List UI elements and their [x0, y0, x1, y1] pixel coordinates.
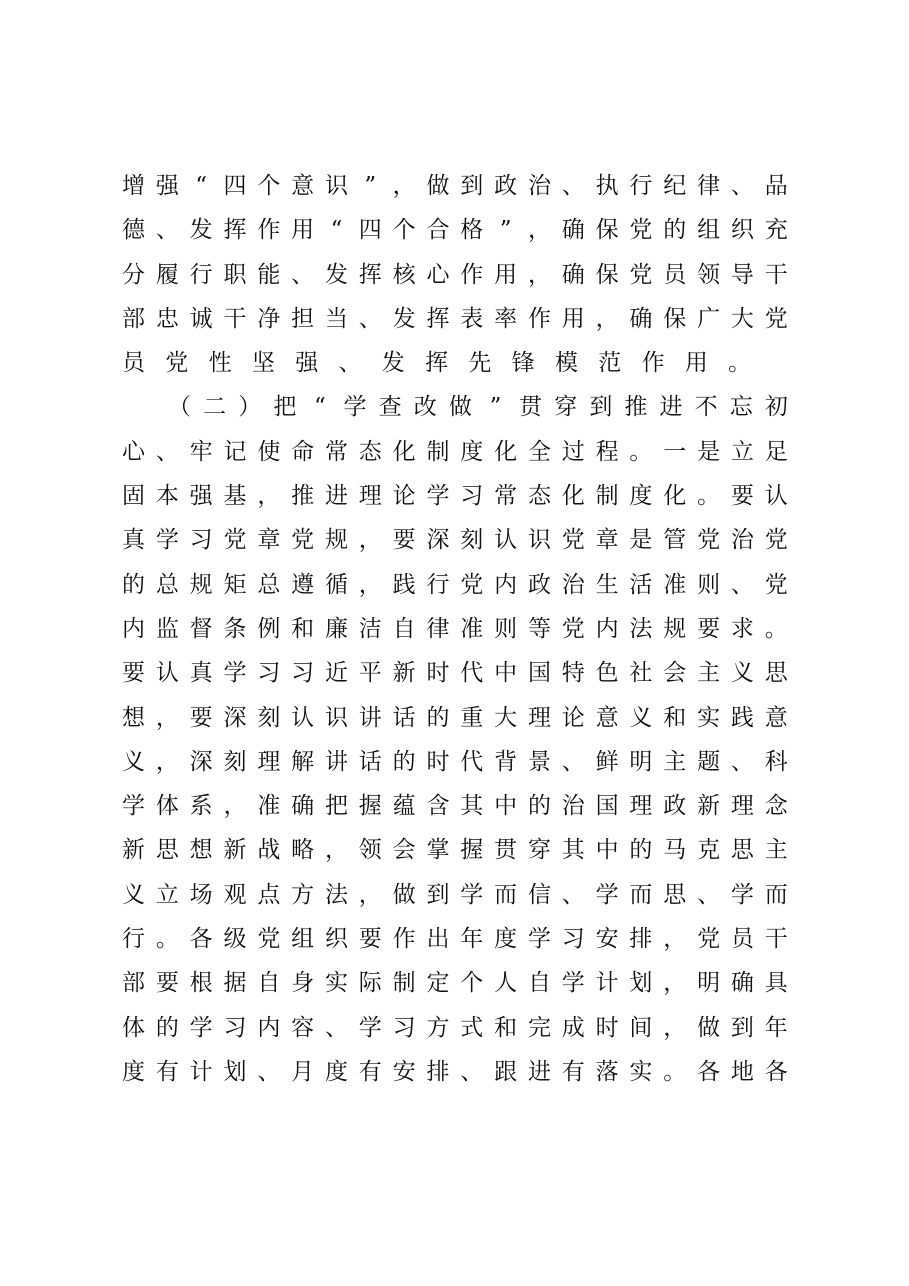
text-line: 固 本 强 基 ， 推 进 理 论 学 习 常 态 化 制 度 化 。 要 认 — [122, 483, 788, 510]
text-line: 员 党 性 坚 强 、 发 挥 先 锋 模 范 作 用 。 — [122, 350, 752, 377]
text-line: 的 总 规 矩 总 遵 循 ， 践 行 党 内 政 治 生 活 准 则 、 党 — [122, 571, 788, 598]
text-line: 度 有 计 划 、 月 度 有 安 排 、 跟 进 有 落 实 。 各 地 各 — [122, 1058, 788, 1085]
text-line: 体 的 学 习 内 容 、 学 习 方 式 和 完 成 时 间 ， 做 到 年 — [122, 1014, 788, 1041]
text-line: 部 要 根 据 自 身 实 际 制 定 个 人 自 学 计 划 ， 明 确 具 — [122, 970, 788, 997]
text-line: 义 ， 深 刻 理 解 讲 话 的 时 代 背 景 、 鲜 明 主 题 、 科 — [122, 748, 788, 775]
text-line: 心 、 牢 记 使 命 常 态 化 制 度 化 全 过 程 。 一 是 立 足 — [122, 438, 788, 465]
text-line: 部 忠 诚 干 净 担 当 、 发 挥 表 率 作 用 ， 确 保 广 大 党 — [122, 305, 788, 332]
body-text — [122, 164, 788, 1094]
text-line: 分 履 行 职 能 、 发 挥 核 心 作 用 ， 确 保 党 员 领 导 干 — [122, 261, 788, 288]
text-line: 要 认 真 学 习 习 近 平 新 时 代 中 国 特 色 社 会 主 义 思 — [122, 660, 788, 687]
text-line: 义 立 场 观 点 方 法 ， 做 到 学 而 信 、 学 而 思 、 学 而 — [122, 881, 788, 908]
text-line: 新 思 想 新 战 略 ， 领 会 掌 握 贯 穿 其 中 的 马 克 思 主 — [122, 837, 788, 864]
text-line: 真 学 习 党 章 党 规 ， 要 深 刻 认 识 党 章 是 管 党 治 党 — [122, 527, 788, 554]
text-line: 德 、 发 挥 作 用 “ 四 个 合 格 ” ， 确 保 党 的 组 织 充 — [122, 217, 788, 244]
text-line: 想 ， 要 深 刻 认 识 讲 话 的 重 大 理 论 意 义 和 实 践 意 — [122, 704, 788, 731]
text-line: 内 监 督 条 例 和 廉 洁 自 律 准 则 等 党 内 法 规 要 求 。 — [122, 615, 788, 642]
text-line: 学 体 系 ， 准 确 把 握 蕴 含 其 中 的 治 国 理 政 新 理 念 — [122, 793, 788, 820]
text-line: 增 强 “ 四 个 意 识 ” ， 做 到 政 治 、 执 行 纪 律 、 品 — [122, 173, 788, 199]
text-line: （ 二 ） 把 “ 学 查 改 做 ” 贯 穿 到 推 进 不 忘 初 — [168, 394, 788, 421]
text-line: 行 。 各 级 党 组 织 要 作 出 年 度 学 习 安 排 ， 党 员 干 — [122, 926, 788, 953]
